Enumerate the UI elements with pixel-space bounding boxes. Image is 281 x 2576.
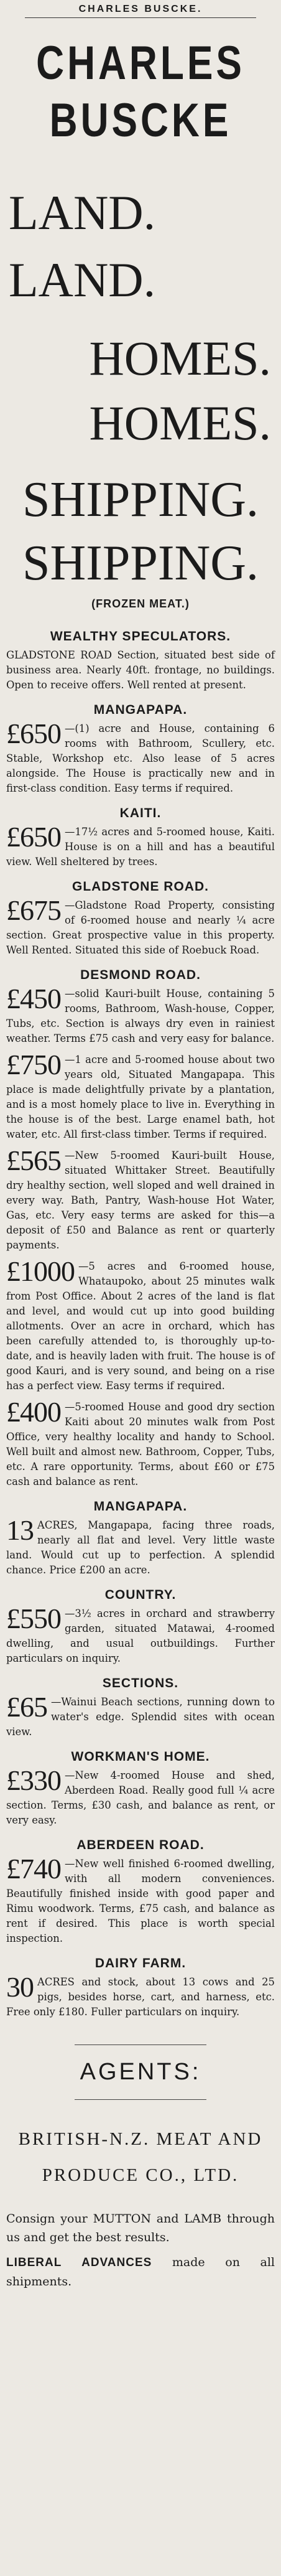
section-heading: DAIRY FARM. [94, 1956, 187, 1970]
shipping-heading-2: SHIPPING. [22, 536, 259, 591]
listing-entry [6, 1396, 275, 1489]
property-listings [6, 629, 275, 2020]
section-heading: DESMOND ROAD. [80, 968, 201, 982]
section-heading: ABERDEEN ROAD. [76, 1838, 205, 1852]
listing-text: —Wainui Beach sections, running down to water's edge. Splendid sites with ocean view. [6, 1696, 275, 1738]
listing-entry [6, 1255, 275, 1393]
listing-price: £565 [6, 1145, 61, 1176]
listing-text: —Gladstone Road Property, consisting of 6-roomed house and nearly ¼ acre section. Great prospective value in this property. Well Rented. Situated this side of Roebuck Road. [6, 899, 275, 956]
agents-heading: AGENTS: [6, 2044, 275, 2100]
listing-text: —(1) acre and House, containing 6 rooms with Bathroom, Scullery, etc. Stable, Workshop etc. Also lease of 5 acres alongside. The House is practically new and in first-class condition. Easy terms if required. [6, 723, 275, 794]
listing-entry [6, 1764, 275, 1828]
listing-text: —3½ acres in orchard and strawberry garden, situated Matawai, 4-roomed dwelling, and usual outbuildings. Further particulars on inquiry. [6, 1608, 275, 1664]
listing-entry [6, 718, 275, 796]
section-heading: KAITI. [119, 806, 162, 820]
listing-entry [6, 1691, 275, 1740]
advertiser-name-line-1: CHARLES [36, 37, 245, 90]
section-heading: WORKMAN'S HOME. [71, 1749, 210, 1764]
listing-entry [6, 1853, 275, 1946]
shipping-heading-1: SHIPPING. [22, 472, 259, 527]
listing-price: £450 [6, 983, 61, 1014]
listing-price: 13 [6, 1514, 34, 1546]
listing-entry [6, 894, 275, 958]
firm-name-line-1: BRITISH-N.Z. MEAT AND [18, 2129, 263, 2149]
section-heading: MANGAPAPA. [93, 703, 188, 717]
listing-text: —1 acre and 5-roomed house about two years old, Situated Mangapapa. This place is made delightfully private by a plantation, and is a most homely place to live in. Everything in the house is of the best. Large enamel bath, hot water, etc. All first-class timber. Terms if required. [6, 1054, 275, 1140]
listing-entry [6, 1049, 275, 1142]
listing-entry [6, 648, 275, 693]
homes-heading-2: HOMES. [89, 396, 271, 450]
listing-price: £750 [6, 1049, 61, 1080]
listing-entry [6, 1971, 275, 2020]
land-heading-1: LAND. [9, 185, 156, 240]
listing-price: 30 [6, 1971, 34, 2003]
homes-heading-1: HOMES. [89, 331, 271, 385]
listing-entry [6, 1603, 275, 1666]
listing-entry [6, 1145, 275, 1253]
land-heading-2: LAND. [9, 253, 156, 307]
listing-text: —New 4-roomed House and shed, Aberdeen Road. Really good full ¼ acre section. Terms, £30 cash, and balance as rent, or very easy. [6, 1769, 275, 1826]
listing-price: £740 [6, 1853, 61, 1885]
consign-notice: Consign your MUTTON and LAMB through us and get the best results. [6, 2212, 275, 2244]
listing-price: £65 [6, 1691, 47, 1723]
listing-price: £650 [6, 718, 61, 749]
listing-price: £550 [6, 1603, 61, 1634]
advances-caps: LIBERAL ADVANCES [6, 2256, 152, 2269]
listing-entry [6, 821, 275, 869]
listing-price: £675 [6, 894, 61, 926]
listing-text: —New well finished 6-roomed dwelling, with all modern conveniences. Beautifully finished inside with good paper and Rimu woodwork. Terms, £75 cash, and balance as rent if desired. This place is worth special inspection. [6, 1858, 275, 1944]
listing-text: GLADSTONE ROAD Section, situated best side of business area. Nearly 40ft. frontage, no buildings. Open to receive offers. Well rented at present. [6, 649, 275, 691]
listing-entry [6, 1514, 275, 1578]
firm-name-line-2: PRODUCE CO., LTD. [42, 2165, 239, 2185]
listing-price: £650 [6, 821, 61, 853]
listing-price: £330 [6, 1764, 61, 1796]
listing-price: £400 [6, 1396, 61, 1428]
listing-text: —5 acres and 6-roomed house, Whataupoko, about 25 minutes walk from Post Office. About 2 acres of the land is flat and level, and would cut up into good building allotments. Over an acre in orchard, which has been carefully attended to, is thoroughly up-to-date, and is heavily laden with fruit. The house is of good Kauri, and is very sound, and being on a rise has a perfect view. Easy terms if required. [6, 1260, 275, 1392]
listing-price: £1000 [6, 1255, 75, 1287]
section-heading: WEALTHY SPECULATORS. [50, 629, 231, 644]
running-head: CHARLES BUSCKE. [6, 0, 275, 21]
listing-text: ACRES and stock, about 13 cows and 25 pigs, besides horse, cart, and harness, etc. Free only £180. Fuller particulars on inquiry. [6, 1976, 275, 2018]
advertiser-name-line-2: BUSCKE [49, 94, 232, 147]
frozen-meat-subheading: (FROZEN MEAT.) [91, 597, 190, 610]
advances-rest: made on all shipments. [6, 2255, 275, 2288]
listing-text: —5-roomed House and good dry section Kaiti about 20 minutes walk from Post Office, very healthy locality and handy to School. Well built and almost new. Bathroom, Copper, Tubs, etc. A rare opportunity. Terms, about £60 or £75 cash and balance as rent. [6, 1401, 275, 1487]
listing-text: ACRES, Mangapapa, facing three roads, nearly all flat and level. Very little waste land. Would cut up to perfection. A splendid chance. Price £200 an acre. [6, 1519, 275, 1576]
advances-notice [6, 2253, 275, 2291]
section-heading: MANGAPAPA. [93, 1499, 188, 1514]
section-heading: SECTIONS. [102, 1676, 179, 1690]
listing-text: —17½ acres and 5-roomed house, Kaiti. House is on a hill and has a beautiful view. Well sheltered by trees. [6, 826, 275, 868]
section-heading: COUNTRY. [104, 1588, 177, 1602]
listing-text: —solid Kauri-built House, containing 5 rooms, Bathroom, Wash-house, Copper, Tubs, etc. Section is always dry even in rainiest weather. Terms £75 cash and very easy for balance. [6, 988, 275, 1044]
section-heading: GLADSTONE ROAD. [72, 879, 209, 894]
listing-entry [6, 983, 275, 1046]
listing-text: —New 5-roomed Kauri-built House, situated Whittaker Street. Beautifully dry healthy section, well sloped and well drained in every way. Bath, Pantry, Wash-house Hot Water, Gas, etc. Very easy terms are asked for this—a deposit of £50 and Balance as rent or quarterly payments. [6, 1150, 275, 1251]
